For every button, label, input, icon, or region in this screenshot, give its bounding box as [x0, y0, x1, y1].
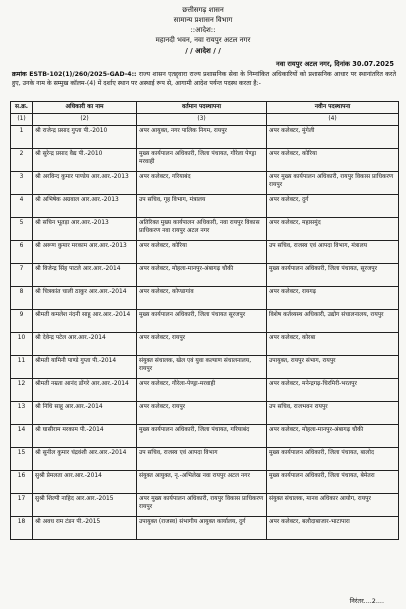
serial-number-cell: 8 — [11, 286, 33, 309]
serial-number-cell: 15 — [11, 447, 33, 470]
current-posting-cell: उप सचिव, राजस्व एवं आपदा विभाग — [137, 447, 267, 470]
continuation-note: निरंतर....2.... — [349, 597, 384, 605]
table-row — [11, 424, 399, 447]
current-posting-cell: अपर कलेक्टर, गरियाबंद — [137, 171, 267, 194]
order-body: राज्य शासन एतद्द्वारा राज्य प्रशासनिक सेवा के निम्नांकित अधिकारियों को प्रशासनिक आधार पर स्थानांतरित करते हुए, उनके नाम के सम्मुख कॉलम-(4) में दर्शाए स्थान पर अस्थाई रूप से, आगामी आदेश पर्यन्त पदस्थ करता है:- — [12, 71, 396, 88]
col-header-name: अधिकारी का नाम — [33, 102, 137, 114]
col-header-sn: स.क्र. — [11, 102, 33, 114]
current-posting-cell: उप सचिव, गृह विभाग, मंत्रालय — [137, 194, 267, 217]
officer-name-cell: श्री अरूण कुमार मरकाम आर.आर.-2013 — [33, 240, 137, 263]
new-posting-cell: अपर कलेक्टर, मुंगेली — [267, 125, 399, 148]
table-row — [11, 309, 399, 332]
new-posting-cell: अपर कलेक्टर, दुर्ग — [267, 194, 399, 217]
serial-number-cell: 14 — [11, 424, 33, 447]
serial-number-cell: 1 — [11, 125, 33, 148]
new-posting-cell: अपर कलेक्टर, रायगढ़ — [267, 286, 399, 309]
transfer-table — [10, 101, 399, 540]
officer-name-cell: श्री विजेन्द्र सिंह पाटले आर.आर.-2014 — [33, 263, 137, 286]
current-posting-cell: अपर कलेक्टर, रायपुर — [137, 401, 267, 424]
serial-number-cell: 13 — [11, 401, 33, 424]
current-posting-cell: अतिरिक्त मुख्य कार्यपालन अधिकारी, नवा रायपुर विकास प्राधिकरण नवा रायपुर अटल नगर — [137, 217, 267, 240]
table-row — [11, 286, 399, 309]
new-posting-cell: संयुक्त संचालक, मानव अधिकार आयोग, रायपुर — [267, 493, 399, 516]
officer-name-cell: श्री चित्रकांत चाली ठाकुर आर.आर.-2014 — [33, 286, 137, 309]
officer-name-cell: श्रीमती यामिनी पाण्डे गुप्ता पी.-2014 — [33, 355, 137, 378]
col-number: (2) — [33, 114, 137, 126]
col-number: (3) — [137, 114, 267, 126]
table-row — [11, 217, 399, 240]
table-row — [11, 516, 399, 539]
table-row — [11, 125, 399, 148]
place-date: नवा रायपुर अटल नगर, दिनांक 30.07.2025 — [276, 60, 394, 68]
new-posting-cell: मुख्य कार्यपालन अधिकारी, जिला पंचायत, बेमेतरा — [267, 470, 399, 493]
serial-number-cell: 3 — [11, 171, 33, 194]
govt-name: छत्तीसगढ़ शासन — [182, 6, 224, 14]
current-posting-cell: मुख्य कार्यपालन अधिकारी, जिला पंचायत, गरियाबंद — [137, 424, 267, 447]
officer-name-cell: श्री घासीराम मरकाम पी.-2014 — [33, 424, 137, 447]
table-row — [11, 194, 399, 217]
serial-number-cell: 5 — [11, 217, 33, 240]
current-posting-cell: अपर कलेक्टर, गौरेला-पेण्ड्रा-मरवाही — [137, 378, 267, 401]
serial-number-cell: 7 — [11, 263, 33, 286]
current-posting-cell: संयुक्त संचालक, खेल एवं युवा कल्याण संचालनालय, रायपुर — [137, 355, 267, 378]
new-posting-cell: उप सचिव, राजभवन रायपुर — [267, 401, 399, 424]
current-posting-cell: मुख्य कार्यपालन अधिकारी, जिला पंचायत सूरजपुर — [137, 309, 267, 332]
table-row — [11, 447, 399, 470]
order-title: / / आदेश / / — [185, 47, 221, 55]
serial-number-cell: 10 — [11, 332, 33, 355]
current-posting-cell: अपर कलेक्टर, रायपुर — [137, 332, 267, 355]
new-posting-cell: अपर कलेक्टर, मनेन्द्रगढ़-चिरमिरी-भरतपुर — [267, 378, 399, 401]
serial-number-cell: 16 — [11, 470, 33, 493]
current-posting-cell: उपायुक्त (राजस्व) संभागीय आयुक्त कार्यालय, दुर्ग — [137, 516, 267, 539]
col-header-new: नवीन पदस्थापना — [267, 102, 399, 114]
serial-number-cell: 17 — [11, 493, 33, 516]
table-body — [11, 114, 399, 540]
col-number: (4) — [267, 114, 399, 126]
table-row — [11, 493, 399, 516]
serial-number-cell: 2 — [11, 148, 33, 171]
serial-number-cell: 18 — [11, 516, 33, 539]
new-posting-cell: अपर कलेक्टर, महासमुंद — [267, 217, 399, 240]
order-paragraph — [12, 70, 396, 88]
new-posting-cell: विशेष कर्तव्यस्थ अधिकारी, उद्योग संचालनालय, रायपुर — [267, 309, 399, 332]
office-address: महानदी भवन, नवा रायपुर अटल नगर — [155, 36, 251, 44]
officer-name-cell: श्री अवध राम टंडन पी.-2015 — [33, 516, 137, 539]
new-posting-cell: अपर मुख्य कार्यपालन अधिकारी, रायपुर विकास प्राधिकरण रायपुर — [267, 171, 399, 194]
table-row — [11, 355, 399, 378]
new-posting-cell: अपर कलेक्टर, मोहला-मानपुर-अंबागढ़ चौकी — [267, 424, 399, 447]
officer-name-cell: सुश्री प्रेमलता आर.आर.-2014 — [33, 470, 137, 493]
officer-name-cell: श्री देवेन्द्र पटेल आर.आर.-2014 — [33, 332, 137, 355]
new-posting-cell: अपर कलेक्टर, कोरबा — [267, 332, 399, 355]
new-posting-cell: मुख्य कार्यपालन अधिकारी, जिला पंचायत, सूरजपुर — [267, 263, 399, 286]
table-row — [11, 148, 399, 171]
officer-name-cell: श्रीमती नम्रता आनंद डोंगरे आर.आर.-2014 — [33, 378, 137, 401]
new-posting-cell: उपायुक्त, रायपुर संभाग, रायपुर — [267, 355, 399, 378]
current-posting-cell: मुख्य कार्यपालन अधिकारी, जिला पंचायत, गौरेला पेण्ड्रा मरवाही — [137, 148, 267, 171]
serial-number-cell: 6 — [11, 240, 33, 263]
officer-name-cell: श्री अभिषेक अग्रवाल आर.आर.-2013 — [33, 194, 137, 217]
table-row — [11, 240, 399, 263]
col-number: (1) — [11, 114, 33, 126]
officer-name-cell: श्री सुरेन्द्र प्रसाद वैद्य पी.-2010 — [33, 148, 137, 171]
current-posting-cell: अपर आयुक्त, नगर पालिक निगम, रायपुर — [137, 125, 267, 148]
current-posting-cell: अपर मुख्य कार्यपालन अधिकारी, रायपुर विकास प्राधिकरण रायपुर — [137, 493, 267, 516]
officer-name-cell: श्री अरविन्द कुमार पाण्डेय आर.आर.-2013 — [33, 171, 137, 194]
new-posting-cell: उप सचिव, राजस्व एवं आपदा विभाग, मंत्रालय — [267, 240, 399, 263]
current-posting-cell: संयुक्त आयुक्त, नृ.-अभिलेख नवा रायपुर अटल नगर — [137, 470, 267, 493]
column-number-row — [11, 114, 399, 126]
table-header-row — [11, 102, 399, 114]
serial-number-cell: 4 — [11, 194, 33, 217]
order-number: क्रमांक ESTB-102(1)/260/2025-GAD-4:: — [12, 71, 137, 78]
table-row — [11, 401, 399, 424]
department-name: सामान्य प्रशासन विभाग — [173, 16, 233, 24]
officer-name-cell: सुश्री शिल्पी नाहिद आर.आर.-2015 — [33, 493, 137, 516]
officer-name-cell: श्री सुनील कुमार चंद्रवंशी आर.आर.-2014 — [33, 447, 137, 470]
table-row — [11, 378, 399, 401]
new-posting-cell: मुख्य कार्यपालन अधिकारी, जिला पंचायत, बालोद — [267, 447, 399, 470]
order-heading: ::आदेश:: — [190, 26, 216, 34]
officer-name-cell: श्री सचिन भूतड़ा आर.आर.-2013 — [33, 217, 137, 240]
col-header-current: वर्तमान पदस्थापना — [137, 102, 267, 114]
serial-number-cell: 9 — [11, 309, 33, 332]
current-posting-cell: अपर कलेक्टर, कोण्डागांव — [137, 286, 267, 309]
table-row — [11, 470, 399, 493]
officer-name-cell: श्री निधि साहू आर.आर.-2014 — [33, 401, 137, 424]
current-posting-cell: अपर कलेक्टर, मोहला-मानपुर-अंबागढ़ चौकी — [137, 263, 267, 286]
serial-number-cell: 11 — [11, 355, 33, 378]
serial-number-cell: 12 — [11, 378, 33, 401]
current-posting-cell: अपर कलेक्टर, कोरिया — [137, 240, 267, 263]
officer-name-cell: श्रीमती कमलेश नंदनी साहू आर.आर.-2014 — [33, 309, 137, 332]
table-row — [11, 171, 399, 194]
new-posting-cell: अपर कलेक्टर, बलौदाबाजार-भाटापारा — [267, 516, 399, 539]
officer-name-cell: श्री राजेन्द्र प्रसाद गुप्ता पी.-2010 — [33, 125, 137, 148]
table-row — [11, 332, 399, 355]
new-posting-cell: अपर कलेक्टर, कोरिया — [267, 148, 399, 171]
table-row — [11, 263, 399, 286]
